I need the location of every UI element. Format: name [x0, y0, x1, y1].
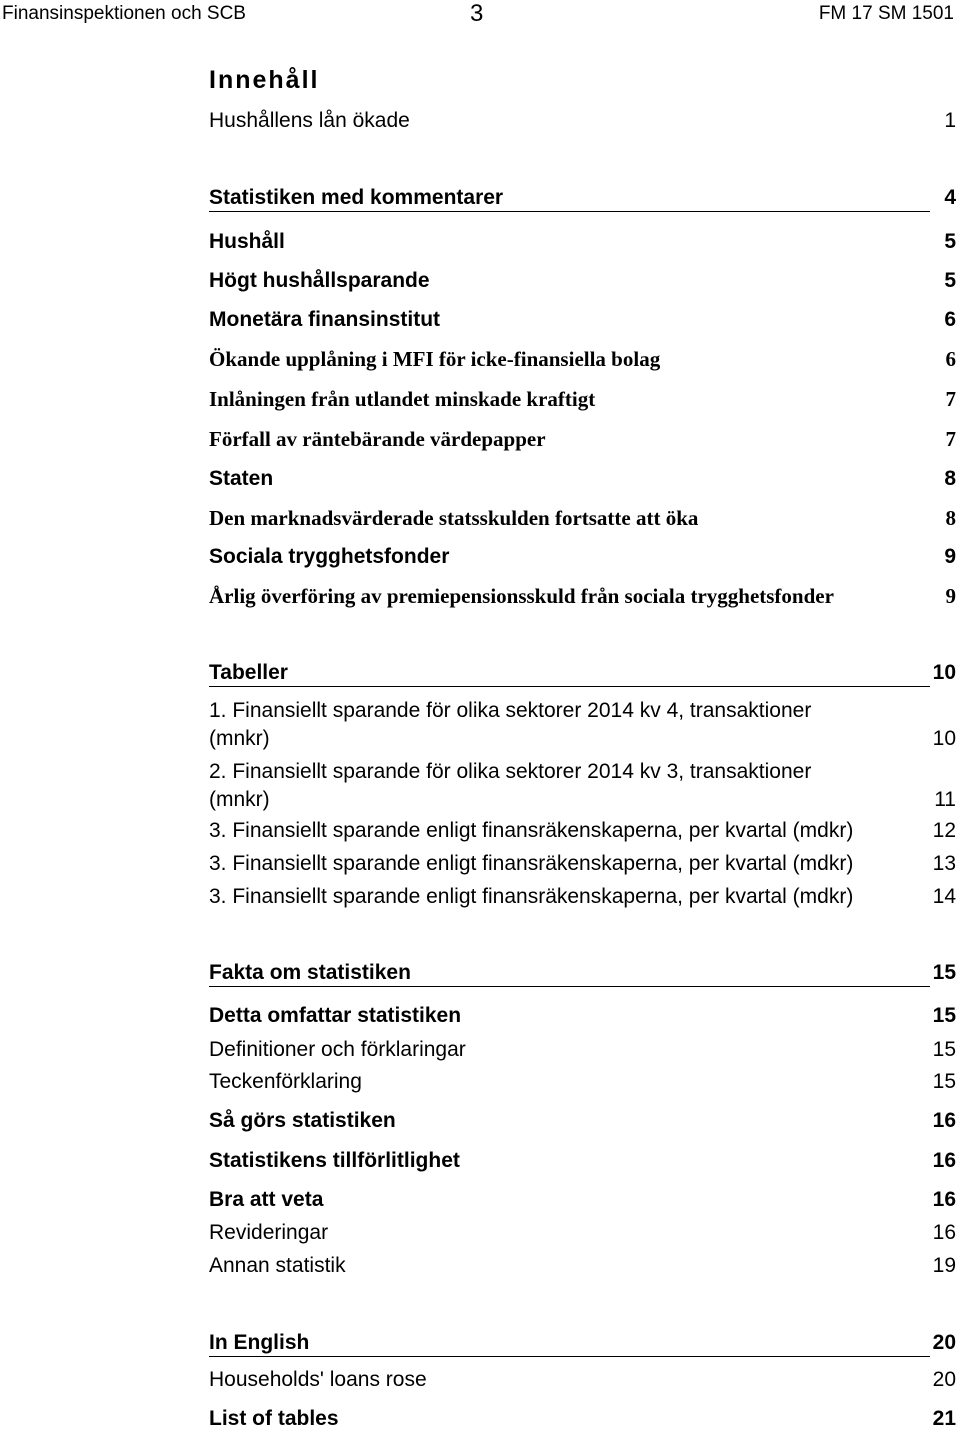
- toc-entry-hogt-hushallsparande[interactable]: [209, 269, 956, 293]
- toc-title: Innehåll: [209, 66, 320, 94]
- toc-entry-tillforlitlighet[interactable]: [209, 1149, 956, 1173]
- section-underline: [209, 1356, 930, 1357]
- toc-entry-label: Revideringar: [209, 1221, 329, 1244]
- toc-entry-page: 13: [932, 852, 956, 875]
- toc-entry-label: Annan statistik: [209, 1254, 346, 1277]
- toc-entry-page: 5: [944, 230, 956, 253]
- section-underline: [209, 211, 930, 212]
- toc-entry-sociala-trygghetsfonder[interactable]: [209, 545, 956, 569]
- toc-entry-page: 8: [945, 506, 956, 530]
- toc-entry-definitioner[interactable]: [209, 1038, 956, 1062]
- toc-entry-staten[interactable]: [209, 467, 956, 491]
- toc-entry-label: 3. Finansiellt sparande enligt finansräkenskaperna, per kvartal (mdkr): [209, 819, 854, 842]
- toc-section-in-english[interactable]: [209, 1331, 956, 1355]
- toc-entry-list-of-tables[interactable]: [209, 1407, 956, 1431]
- toc-entry-page: 20: [932, 1331, 956, 1354]
- toc-entry-page: 21: [932, 1407, 956, 1430]
- toc-entry-label: 3. Finansiellt sparande enligt finansräkenskaperna, per kvartal (mdkr): [209, 885, 854, 908]
- toc-entry-okande-upplaning[interactable]: [209, 347, 956, 372]
- toc-entry-page: 7: [945, 427, 956, 451]
- toc-entry-page: 16: [932, 1221, 956, 1244]
- toc-entry-label: Bra att veta: [209, 1188, 324, 1211]
- toc-entry-label: Förfall av räntebärande värdepapper: [209, 427, 546, 451]
- toc-entry-label: Teckenförklaring: [209, 1070, 362, 1093]
- toc-entry-page: 9: [944, 545, 956, 568]
- toc-entry-table-3c[interactable]: [209, 885, 956, 909]
- toc-entry-sa-gors[interactable]: [209, 1109, 956, 1133]
- toc-entry-page: 16: [932, 1149, 956, 1172]
- toc-entry-page: 8: [944, 467, 956, 490]
- toc-entry-label: Detta omfattar statistiken: [209, 1004, 462, 1027]
- section-underline: [209, 986, 930, 987]
- toc-entry-label: Så görs statistiken: [209, 1109, 396, 1132]
- toc-entry-page: 16: [932, 1109, 956, 1132]
- page-number: 3: [470, 0, 484, 27]
- toc-entry-page: 15: [932, 1038, 956, 1061]
- toc-entry-label: 2. Finansiellt sparande för olika sektorer 2014 kv 3, transaktioner: [209, 760, 812, 783]
- toc-entry-revideringar[interactable]: [209, 1221, 956, 1245]
- toc-entry-forfall[interactable]: [209, 427, 956, 452]
- toc-entry-page: 10: [932, 727, 956, 750]
- toc-entry-page: 6: [944, 308, 956, 331]
- toc-entry-table-3b[interactable]: [209, 852, 956, 876]
- toc-entry-label: Den marknadsvärderade statsskulden fortsatte att öka: [209, 506, 699, 530]
- toc-entry-page: 6: [945, 347, 956, 371]
- toc-entry-page: 14: [932, 885, 956, 908]
- toc-entry-label: 1. Finansiellt sparande för olika sektorer 2014 kv 4, transaktioner: [209, 699, 812, 722]
- toc-entry-label: Årlig överföring av premiepensionsskuld från sociala trygghetsfonder: [209, 584, 834, 608]
- toc-entry-monetara-finansinstitut[interactable]: [209, 308, 956, 332]
- toc-entry-page: 11: [934, 788, 956, 811]
- running-header-left: Finansinspektionen och SCB: [2, 3, 246, 24]
- toc-entry-teckenforklaring[interactable]: [209, 1070, 956, 1094]
- toc-entry-label: Definitioner och förklaringar: [209, 1038, 466, 1061]
- toc-entry-detta-omfattar[interactable]: [209, 1004, 956, 1028]
- toc-entry-bra-att-veta[interactable]: [209, 1188, 956, 1212]
- toc-entry-table-1[interactable]: [209, 697, 956, 753]
- toc-entry-label: Tabeller: [209, 661, 288, 684]
- toc-entry-page: 12: [932, 819, 956, 842]
- toc-entry-label: Staten: [209, 467, 274, 490]
- toc-entry-page: 1: [944, 109, 956, 132]
- toc-entry-label: In English: [209, 1331, 310, 1354]
- running-header-right: FM 17 SM 1501: [818, 3, 954, 24]
- toc-entry-label: Högt hushållsparande: [209, 269, 430, 292]
- toc-entry-label: Hushåll: [209, 230, 285, 253]
- toc-entry-page: 5: [944, 269, 956, 292]
- toc-entry-label: List of tables: [209, 1407, 339, 1430]
- toc-entry-hushall[interactable]: [209, 230, 956, 254]
- toc-entry-label: Statistikens tillförlitlighet: [209, 1149, 460, 1172]
- toc-section-fakta[interactable]: [209, 961, 956, 985]
- toc-entry-label: Monetära finansinstitut: [209, 308, 441, 331]
- toc-entry-page: 15: [932, 1070, 956, 1093]
- toc-entry-page: 20: [932, 1368, 956, 1391]
- toc-entry-households-loans[interactable]: [209, 1368, 956, 1392]
- toc-entry-page: 4: [944, 186, 956, 209]
- toc-entry-label-continued: (mnkr): [209, 727, 270, 750]
- toc-entry-hushallens-lan[interactable]: [209, 109, 956, 133]
- toc-entry-page: 15: [932, 1004, 956, 1027]
- toc-entry-page: 7: [945, 387, 956, 411]
- toc-entry-page: 9: [945, 584, 956, 608]
- toc-entry-label-continued: (mnkr): [209, 788, 270, 811]
- toc-entry-label: Statistiken med kommentarer: [209, 186, 504, 209]
- toc-section-tabeller[interactable]: [209, 661, 956, 685]
- toc-entry-arlig-overforing[interactable]: [209, 584, 956, 609]
- toc-entry-page: 16: [932, 1188, 956, 1211]
- section-underline: [209, 686, 930, 687]
- toc-entry-label: Fakta om statistiken: [209, 961, 411, 984]
- toc-entry-label: Inlåningen från utlandet minskade kraftigt: [209, 387, 596, 411]
- toc-entry-table-3a[interactable]: [209, 819, 956, 843]
- toc-section-statistiken[interactable]: [209, 186, 956, 210]
- toc-entry-label: Households' loans rose: [209, 1368, 427, 1391]
- toc-entry-statsskulden[interactable]: [209, 506, 956, 531]
- toc-entry-label: 3. Finansiellt sparande enligt finansräkenskaperna, per kvartal (mdkr): [209, 852, 854, 875]
- toc-entry-inlaningen[interactable]: [209, 387, 956, 412]
- toc-entry-table-2[interactable]: [209, 758, 956, 814]
- toc-entry-page: 15: [932, 961, 956, 984]
- toc-entry-page: 19: [932, 1254, 956, 1277]
- toc-entry-label: Ökande upplåning i MFI för icke-finansiella bolag: [209, 347, 661, 371]
- toc-entry-label: Sociala trygghetsfonder: [209, 545, 450, 568]
- toc-entry-label: Hushållens lån ökade: [209, 109, 410, 132]
- toc-entry-annan-statistik[interactable]: [209, 1254, 956, 1278]
- toc-entry-page: 10: [932, 661, 956, 684]
